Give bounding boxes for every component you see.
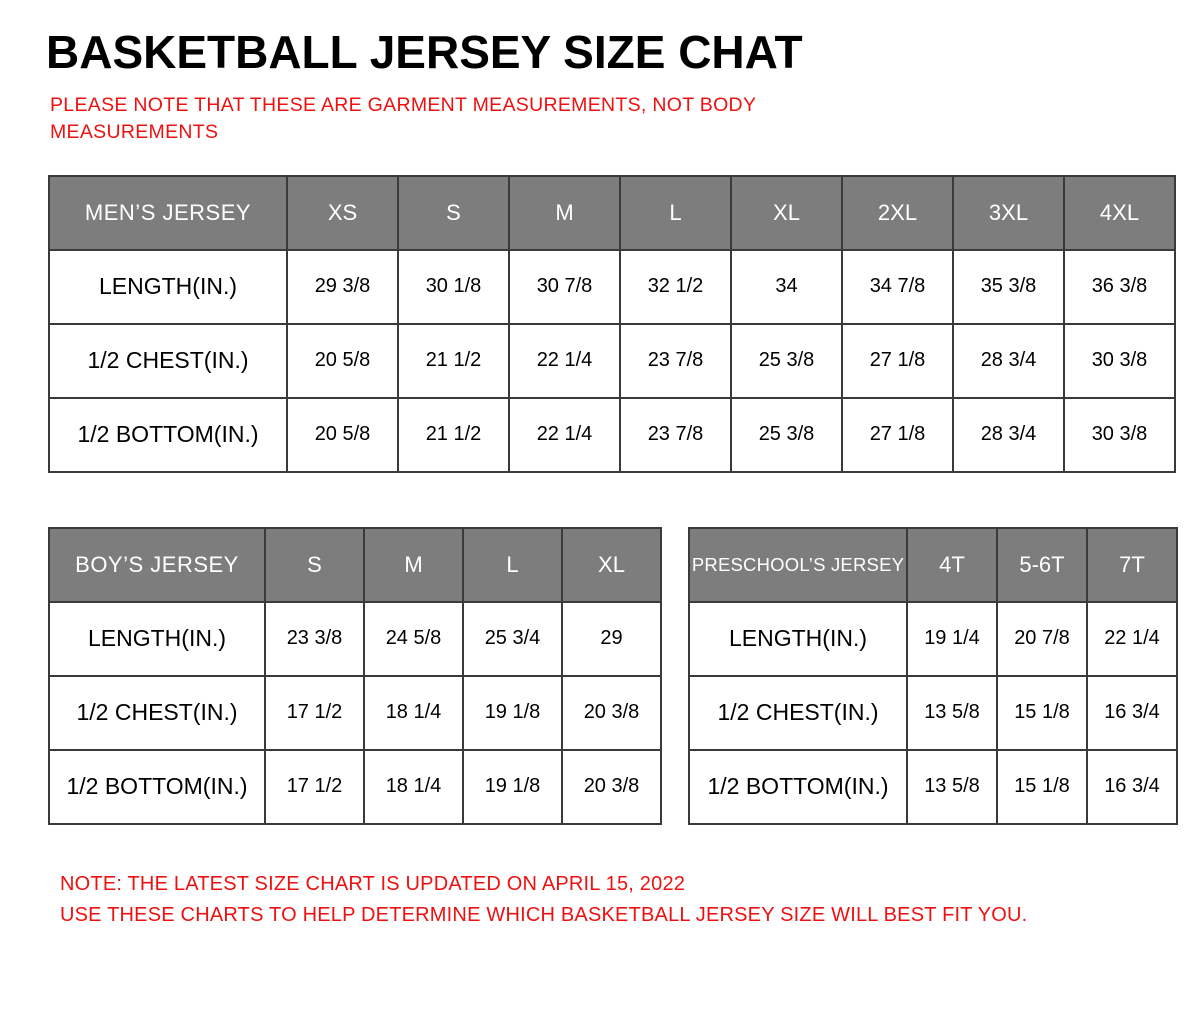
mens-bottom-m: 22 1/4 — [509, 398, 620, 472]
mens-bottom-xl: 25 3/8 — [731, 398, 842, 472]
mens-row-label-bottom: 1/2 BOTTOM(IN.) — [49, 398, 287, 472]
boys-chest-l: 19 1/8 — [463, 676, 562, 750]
boys-size-m: M — [364, 528, 463, 602]
mens-size-2xl: 2XL — [842, 176, 953, 250]
mens-length-s: 30 1/8 — [398, 250, 509, 324]
table-header-row — [49, 176, 1175, 250]
boys-length-l: 25 3/4 — [463, 602, 562, 676]
mens-size-l: L — [620, 176, 731, 250]
mens-bottom-4xl: 30 3/8 — [1064, 398, 1175, 472]
mens-chest-l: 23 7/8 — [620, 324, 731, 398]
page-title: BASKETBALL JERSEY SIZE CHAT — [46, 26, 803, 78]
table-row — [689, 602, 1177, 676]
preschool-bottom-5-6t: 15 1/8 — [997, 750, 1087, 824]
mens-jersey-table — [48, 175, 1176, 473]
mens-bottom-3xl: 28 3/4 — [953, 398, 1064, 472]
mens-size-m: M — [509, 176, 620, 250]
preschool-size-5-6t: 5-6T — [997, 528, 1087, 602]
preschool-size-7t: 7T — [1087, 528, 1177, 602]
mens-bottom-xs: 20 5/8 — [287, 398, 398, 472]
boys-size-l: L — [463, 528, 562, 602]
mens-size-xl: XL — [731, 176, 842, 250]
mens-chest-xs: 20 5/8 — [287, 324, 398, 398]
table-header-row — [49, 528, 661, 602]
preschool-length-4t: 19 1/4 — [907, 602, 997, 676]
boys-row-label-chest: 1/2 CHEST(IN.) — [49, 676, 265, 750]
preschool-bottom-7t: 16 3/4 — [1087, 750, 1177, 824]
table-row — [49, 602, 661, 676]
mens-size-4xl: 4XL — [1064, 176, 1175, 250]
preschool-size-4t: 4T — [907, 528, 997, 602]
mens-length-l: 32 1/2 — [620, 250, 731, 324]
preschool-chest-5-6t: 15 1/8 — [997, 676, 1087, 750]
preschool-length-7t: 22 1/4 — [1087, 602, 1177, 676]
bottom-note-usage: USE THESE CHARTS TO HELP DETERMINE WHICH BASKETBALL JERSEY SIZE WILL BEST FIT YOU. — [60, 903, 1028, 926]
mens-length-m: 30 7/8 — [509, 250, 620, 324]
boys-length-xl: 29 — [562, 602, 661, 676]
boys-size-xl: XL — [562, 528, 661, 602]
table-row — [49, 676, 661, 750]
mens-length-4xl: 36 3/8 — [1064, 250, 1175, 324]
preschool-chest-4t: 13 5/8 — [907, 676, 997, 750]
boys-size-s: S — [265, 528, 364, 602]
preschool-row-label-chest: 1/2 CHEST(IN.) — [689, 676, 907, 750]
preschool-jersey-table — [688, 527, 1178, 825]
lower-tables-wrapper — [48, 527, 1176, 825]
preschool-row-label-length: LENGTH(IN.) — [689, 602, 907, 676]
mens-size-xs: XS — [287, 176, 398, 250]
mens-chest-xl: 25 3/8 — [731, 324, 842, 398]
boys-row-label-bottom: 1/2 BOTTOM(IN.) — [49, 750, 265, 824]
table-row — [49, 750, 661, 824]
boys-row-label-length: LENGTH(IN.) — [49, 602, 265, 676]
boys-length-s: 23 3/8 — [265, 602, 364, 676]
boys-bottom-m: 18 1/4 — [364, 750, 463, 824]
boys-bottom-l: 19 1/8 — [463, 750, 562, 824]
top-note: PLEASE NOTE THAT THESE ARE GARMENT MEASUREMENTS, NOT BODY MEASUREMENTS — [50, 94, 756, 143]
table-row — [49, 324, 1175, 398]
bottom-note-update: NOTE: THE LATEST SIZE CHART IS UPDATED ON APRIL 15, 2022 — [60, 872, 686, 895]
mens-length-xs: 29 3/8 — [287, 250, 398, 324]
table-row — [689, 750, 1177, 824]
boys-bottom-xl: 20 3/8 — [562, 750, 661, 824]
preschool-row-label-bottom: 1/2 BOTTOM(IN.) — [689, 750, 907, 824]
size-chart-page — [0, 28, 1200, 1035]
boys-bottom-s: 17 1/2 — [265, 750, 364, 824]
boys-chest-xl: 20 3/8 — [562, 676, 661, 750]
mens-header-label: MEN’S JERSEY — [49, 176, 287, 250]
preschool-length-5-6t: 20 7/8 — [997, 602, 1087, 676]
mens-chest-m: 22 1/4 — [509, 324, 620, 398]
boys-chest-m: 18 1/4 — [364, 676, 463, 750]
mens-length-2xl: 34 7/8 — [842, 250, 953, 324]
mens-chest-4xl: 30 3/8 — [1064, 324, 1175, 398]
boys-header-label: BOY’S JERSEY — [49, 528, 265, 602]
boys-jersey-table — [48, 527, 662, 825]
mens-chest-3xl: 28 3/4 — [953, 324, 1064, 398]
boys-length-m: 24 5/8 — [364, 602, 463, 676]
bottom-notes — [60, 869, 1176, 931]
table-row — [49, 398, 1175, 472]
table-row — [689, 676, 1177, 750]
mens-chest-2xl: 27 1/8 — [842, 324, 953, 398]
mens-length-3xl: 35 3/8 — [953, 250, 1064, 324]
mens-size-3xl: 3XL — [953, 176, 1064, 250]
mens-chest-s: 21 1/2 — [398, 324, 509, 398]
mens-size-s: S — [398, 176, 509, 250]
mens-bottom-2xl: 27 1/8 — [842, 398, 953, 472]
mens-row-label-chest: 1/2 CHEST(IN.) — [49, 324, 287, 398]
preschool-header-label: PRESCHOOL’S JERSEY — [689, 528, 907, 602]
table-header-row — [689, 528, 1177, 602]
mens-row-label-length: LENGTH(IN.) — [49, 250, 287, 324]
boys-chest-s: 17 1/2 — [265, 676, 364, 750]
table-row — [49, 250, 1175, 324]
mens-bottom-l: 23 7/8 — [620, 398, 731, 472]
preschool-bottom-4t: 13 5/8 — [907, 750, 997, 824]
mens-length-xl: 34 — [731, 250, 842, 324]
mens-bottom-s: 21 1/2 — [398, 398, 509, 472]
preschool-chest-7t: 16 3/4 — [1087, 676, 1177, 750]
